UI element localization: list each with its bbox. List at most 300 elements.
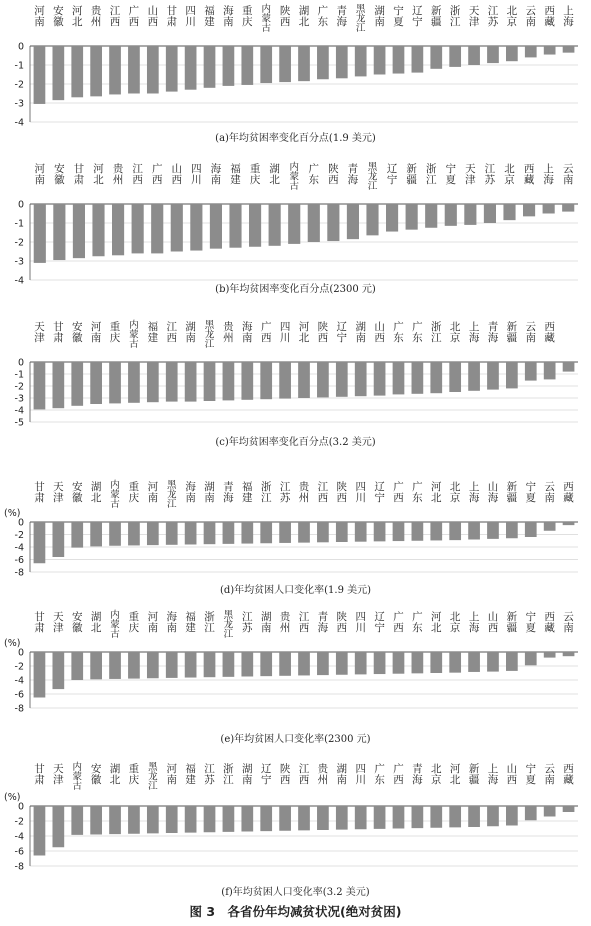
- chart-a-caption: (a)年均贫困率变化百分点(1.9 美元): [215, 133, 376, 144]
- bar: [279, 806, 291, 831]
- bar: [355, 652, 367, 674]
- bar: [525, 652, 537, 665]
- bar: [366, 204, 378, 235]
- bar: [406, 204, 418, 230]
- category-label: 山西: [147, 5, 159, 28]
- bar: [374, 522, 386, 541]
- bar: [71, 806, 83, 835]
- bar: [468, 522, 480, 540]
- category-label: 甘肃: [166, 5, 177, 28]
- bar: [317, 522, 329, 542]
- bar: [317, 362, 329, 397]
- category-label: 安徽: [53, 5, 64, 28]
- bar: [393, 362, 405, 394]
- bar: [269, 204, 281, 246]
- category-label: 福建: [230, 163, 241, 186]
- category-label: 浙江: [204, 611, 215, 634]
- category-label: 重庆: [109, 321, 121, 344]
- chart-e-caption: (e)年均贫困人口变化率(2300 元): [220, 734, 371, 745]
- bar: [90, 522, 102, 546]
- bar: [412, 522, 424, 541]
- category-label: 西藏: [523, 163, 535, 186]
- bar: [347, 204, 359, 239]
- bar: [525, 806, 537, 820]
- bar: [525, 522, 537, 537]
- bar: [336, 806, 348, 830]
- bar: [449, 652, 461, 673]
- category-label: 宁夏: [525, 611, 537, 634]
- bar: [185, 806, 197, 833]
- y-tick-label: -1: [14, 369, 24, 381]
- bar: [166, 362, 178, 402]
- bar: [355, 806, 367, 829]
- y-tick-label: -6: [14, 689, 24, 701]
- chart-c-svg: [0, 318, 591, 430]
- bar: [147, 522, 159, 545]
- bar: [128, 806, 140, 834]
- y-tick-label: -8: [14, 567, 24, 578]
- category-label: 浙江: [431, 321, 442, 344]
- category-label: 河南: [34, 5, 45, 28]
- chart-f-svg: [0, 758, 591, 876]
- bar: [52, 362, 64, 408]
- category-label: 福建: [147, 321, 159, 344]
- bar: [279, 46, 291, 82]
- bar: [241, 806, 253, 832]
- category-label: 河北: [431, 481, 442, 504]
- bar: [185, 362, 197, 402]
- category-label: 陕西: [336, 611, 348, 634]
- chart-c-caption: (c)年均贫困率变化百分点(3.2 美元): [215, 437, 376, 448]
- category-label: 河南: [34, 163, 46, 186]
- category-label: 黑龙江: [355, 4, 366, 34]
- y-tick-label: -2: [14, 79, 24, 91]
- category-label: 天津: [53, 481, 64, 504]
- category-label: 广西: [151, 163, 163, 186]
- category-label: 内蒙古: [289, 162, 299, 192]
- category-label: 浙江: [449, 5, 461, 28]
- bar: [317, 652, 329, 675]
- bar: [449, 46, 461, 67]
- bar: [308, 204, 320, 242]
- bar: [71, 46, 83, 97]
- category-label: 辽宁: [260, 763, 272, 786]
- bar: [34, 46, 46, 104]
- chart-panel-a: [0, 0, 591, 148]
- bar: [52, 652, 64, 689]
- bar: [543, 204, 555, 214]
- category-label: 江苏: [279, 481, 291, 504]
- bar: [241, 46, 253, 85]
- bar: [260, 806, 272, 831]
- category-label: 宁夏: [525, 481, 537, 504]
- bar: [90, 362, 102, 404]
- bar: [71, 362, 83, 406]
- bar: [449, 362, 461, 392]
- bar: [374, 652, 386, 674]
- category-label: 广西: [393, 763, 404, 786]
- category-label: 福建: [185, 611, 196, 634]
- category-label: 湖北: [90, 611, 102, 634]
- chart-b-caption: (b)年均贫困率变化百分点(2300 元): [215, 284, 376, 295]
- bar: [112, 204, 124, 255]
- category-label: 河北: [298, 321, 310, 344]
- category-label: 上海: [563, 5, 574, 28]
- category-label: 云南: [544, 481, 555, 504]
- category-label: 内蒙古: [110, 480, 120, 510]
- bar: [34, 806, 46, 856]
- bar: [204, 46, 216, 88]
- category-label: 黑龙江: [166, 480, 177, 510]
- category-label: 重庆: [128, 611, 140, 634]
- category-label: 湖南: [242, 763, 253, 786]
- bar: [487, 46, 499, 63]
- category-label: 贵州: [279, 611, 291, 634]
- figure-title: 图 3 各省份年均减贫状况(绝对贫困): [189, 904, 402, 919]
- category-label: 陕西: [279, 5, 291, 28]
- category-label: 上海: [543, 163, 554, 186]
- category-label: 广西: [260, 321, 272, 344]
- bar: [223, 46, 235, 86]
- category-label: 西藏: [563, 481, 574, 504]
- category-label: 浙江: [425, 163, 437, 186]
- bar: [525, 362, 537, 381]
- category-label: 上海: [468, 611, 480, 634]
- bar: [147, 806, 159, 833]
- bar: [468, 46, 480, 65]
- bar: [260, 652, 272, 676]
- category-label: 湖北: [269, 163, 280, 186]
- bar: [298, 652, 310, 675]
- category-label: 江西: [166, 321, 177, 344]
- category-label: 湖南: [185, 321, 196, 344]
- category-label: 河北: [449, 763, 461, 786]
- category-label: 广西: [128, 5, 140, 28]
- category-label: 青海: [317, 611, 329, 634]
- bar: [73, 204, 85, 258]
- y-tick-label: -4: [14, 542, 24, 554]
- bar: [468, 806, 480, 827]
- bar: [317, 806, 329, 830]
- chart-d-caption: (d)年均贫困人口变化率(1.9 美元): [219, 585, 372, 596]
- category-label: 湖北: [109, 763, 121, 786]
- category-label: 新疆: [506, 481, 518, 504]
- category-label: 辽宁: [336, 321, 348, 344]
- chart-panel-f: [0, 758, 591, 878]
- bar: [190, 204, 202, 251]
- category-label: 天津: [34, 321, 45, 344]
- y-tick-label: -8: [14, 703, 24, 715]
- bar: [185, 522, 197, 545]
- category-label: 北京: [431, 763, 442, 786]
- bar: [449, 522, 461, 540]
- bar: [34, 204, 46, 263]
- bar: [132, 204, 144, 253]
- category-label: 甘肃: [34, 481, 45, 504]
- bar: [128, 362, 140, 403]
- bar: [151, 204, 163, 253]
- bar: [223, 652, 235, 677]
- bar: [430, 806, 442, 828]
- bar: [544, 806, 556, 817]
- bar: [52, 806, 64, 847]
- bar: [52, 46, 64, 100]
- category-label: 甘肃: [53, 321, 64, 344]
- bar: [128, 46, 140, 94]
- category-label: 江西: [317, 481, 329, 504]
- bar: [487, 806, 499, 826]
- category-label: 安徽: [71, 321, 83, 344]
- bar: [563, 806, 575, 812]
- bar: [503, 204, 515, 220]
- category-label: 上海: [487, 763, 499, 786]
- bar: [223, 522, 235, 544]
- bar: [249, 204, 261, 247]
- category-label: 青海: [223, 481, 234, 504]
- category-label: 湖北: [90, 481, 102, 504]
- y-tick-label: -1: [14, 60, 24, 72]
- category-label: 重庆: [242, 5, 253, 28]
- y-tick-label: -2: [14, 381, 24, 393]
- category-label: 青海: [336, 5, 348, 28]
- bar: [223, 362, 235, 400]
- bar: [544, 522, 556, 531]
- category-label: 内蒙古: [261, 4, 271, 34]
- y-tick-label: -8: [14, 861, 24, 873]
- category-label: 山西: [171, 163, 183, 186]
- bar: [109, 806, 121, 834]
- bar: [487, 362, 499, 390]
- category-label: 宁夏: [525, 763, 537, 786]
- category-label: 天津: [53, 763, 64, 786]
- bar: [430, 362, 442, 393]
- bar: [204, 652, 216, 677]
- category-label: 浙江: [260, 481, 272, 504]
- y-tick-label: -6: [14, 846, 24, 858]
- y-tick-label: -1: [14, 218, 24, 230]
- y-tick-label: -6: [14, 555, 24, 566]
- bar: [374, 806, 386, 829]
- y-tick-label: -3: [14, 393, 24, 405]
- category-label: 四川: [355, 611, 366, 634]
- category-label: 上海: [468, 481, 480, 504]
- category-label: 内蒙古: [72, 762, 82, 792]
- category-label: 江苏: [204, 763, 215, 786]
- category-label: 浙江: [223, 763, 234, 786]
- category-label: 江西: [298, 763, 310, 786]
- category-label: 辽宁: [374, 611, 385, 634]
- bar: [393, 652, 405, 674]
- bar: [147, 46, 159, 94]
- category-label: 天津: [465, 163, 476, 186]
- chart-panel-d: [0, 478, 591, 588]
- bar: [506, 652, 518, 671]
- category-label: 黑龙江: [367, 162, 378, 192]
- category-label: 江苏: [242, 611, 253, 634]
- bar: [298, 522, 310, 543]
- bar: [109, 652, 121, 679]
- category-label: 安徽: [71, 611, 83, 634]
- category-label: 重庆: [249, 163, 261, 186]
- category-label: 贵州: [90, 5, 102, 28]
- y-tick-label: 0: [17, 647, 24, 659]
- category-label: 新疆: [406, 163, 417, 186]
- category-label: 海南: [210, 163, 222, 186]
- category-label: 重庆: [128, 763, 140, 786]
- category-label: 云南: [563, 611, 574, 634]
- bar: [393, 806, 405, 829]
- bar: [241, 522, 253, 544]
- category-label: 西藏: [544, 321, 555, 344]
- bar: [374, 362, 386, 396]
- bar: [204, 362, 216, 401]
- category-label: 四川: [355, 481, 366, 504]
- bar: [430, 46, 442, 69]
- category-label: 甘肃: [34, 611, 45, 634]
- category-label: 江西: [132, 163, 143, 186]
- category-label: 青海: [412, 763, 423, 786]
- bar: [109, 362, 121, 403]
- category-label: 广东: [308, 163, 320, 186]
- category-label: 贵州: [298, 481, 310, 504]
- bar: [109, 46, 121, 94]
- category-label: 云南: [544, 763, 555, 786]
- bar: [355, 522, 367, 542]
- category-label: 甘肃: [34, 763, 45, 786]
- category-label: 西藏: [563, 763, 574, 786]
- category-label: 福建: [185, 763, 196, 786]
- bar: [412, 652, 424, 673]
- chart-b-svg: [0, 158, 591, 288]
- bar: [210, 204, 222, 249]
- y-tick-label: -4: [14, 405, 24, 417]
- bar: [166, 522, 178, 545]
- bar: [260, 522, 272, 543]
- category-label: 北京: [506, 5, 518, 28]
- category-label: 湖南: [355, 321, 366, 344]
- bar: [468, 652, 480, 672]
- chart-f-caption: (f)年均贫困人口变化率(3.2 美元): [221, 887, 370, 898]
- category-label: 河南: [147, 611, 159, 634]
- bar: [445, 204, 457, 226]
- bar: [525, 46, 537, 57]
- category-label: 福建: [204, 5, 215, 28]
- category-label: 广东: [412, 321, 423, 344]
- bar: [506, 46, 518, 61]
- category-label: 上海: [468, 321, 480, 344]
- bar: [430, 652, 442, 673]
- category-label: 陕西: [317, 321, 329, 344]
- bar: [506, 362, 518, 388]
- category-label: 安徽: [90, 763, 102, 786]
- bar: [109, 522, 121, 546]
- bar: [506, 522, 518, 538]
- category-label: 陕西: [336, 481, 348, 504]
- category-label: 河北: [93, 163, 104, 186]
- category-label: 山西: [374, 321, 385, 344]
- bar: [412, 46, 424, 73]
- category-label: 北京: [449, 481, 461, 504]
- y-tick-label: -4: [14, 117, 24, 129]
- category-label: 河北: [71, 5, 83, 28]
- bar: [147, 362, 159, 402]
- y-tick-label: -4: [14, 275, 24, 287]
- category-label: 山西: [506, 763, 518, 786]
- bar: [464, 204, 476, 225]
- bar: [563, 522, 575, 525]
- category-label: 青海: [347, 163, 359, 186]
- bar: [468, 362, 480, 391]
- category-label: 山西: [487, 611, 499, 634]
- bar: [71, 522, 83, 548]
- chart-e-svg: [0, 608, 591, 718]
- category-label: 江西: [298, 611, 310, 634]
- category-label: 贵州: [317, 763, 329, 786]
- bar: [298, 806, 310, 830]
- bar: [487, 652, 499, 672]
- bar: [166, 652, 178, 678]
- category-label: 河南: [166, 763, 177, 786]
- category-label: 福建: [242, 481, 253, 504]
- bar: [355, 362, 367, 396]
- category-label: 广东: [412, 481, 423, 504]
- chart-a-svg: [0, 0, 591, 130]
- bar: [449, 806, 461, 827]
- category-label: 广东: [393, 321, 404, 344]
- category-label: 新疆: [506, 321, 518, 344]
- bar: [90, 46, 102, 96]
- category-label: 海南: [185, 481, 196, 504]
- y-tick-label: 0: [17, 517, 24, 529]
- category-label: 贵州: [112, 163, 124, 186]
- bar: [128, 522, 140, 545]
- bar: [298, 46, 310, 81]
- category-label: 云南: [525, 321, 537, 344]
- category-label: 海南: [242, 321, 253, 344]
- category-label: 新疆: [431, 5, 442, 28]
- category-label: 内蒙古: [110, 610, 120, 640]
- bar: [147, 652, 159, 678]
- y-unit-label: (%): [4, 792, 21, 803]
- bar: [90, 652, 102, 679]
- category-label: 新疆: [506, 611, 518, 634]
- category-label: 安徽: [71, 481, 83, 504]
- bar: [241, 652, 253, 677]
- category-label: 海南: [223, 5, 234, 28]
- bar: [223, 806, 235, 832]
- category-label: 河北: [431, 611, 442, 634]
- bar: [327, 204, 339, 241]
- y-tick-label: -2: [14, 237, 24, 249]
- bar: [393, 522, 405, 541]
- category-label: 江苏: [484, 163, 496, 186]
- category-label: 辽宁: [386, 163, 398, 186]
- bar: [52, 522, 64, 557]
- category-label: 天津: [468, 5, 480, 28]
- category-label: 青海: [487, 321, 499, 344]
- category-label: 云南: [562, 163, 574, 186]
- bar: [71, 652, 83, 680]
- bar: [279, 522, 291, 543]
- category-label: 陕西: [279, 763, 291, 786]
- category-label: 山海: [487, 481, 499, 504]
- bar: [204, 806, 216, 832]
- bar: [166, 46, 178, 92]
- bar: [53, 204, 65, 260]
- category-label: 广西: [393, 611, 404, 634]
- category-label: 宁夏: [445, 163, 457, 186]
- bar: [34, 652, 46, 698]
